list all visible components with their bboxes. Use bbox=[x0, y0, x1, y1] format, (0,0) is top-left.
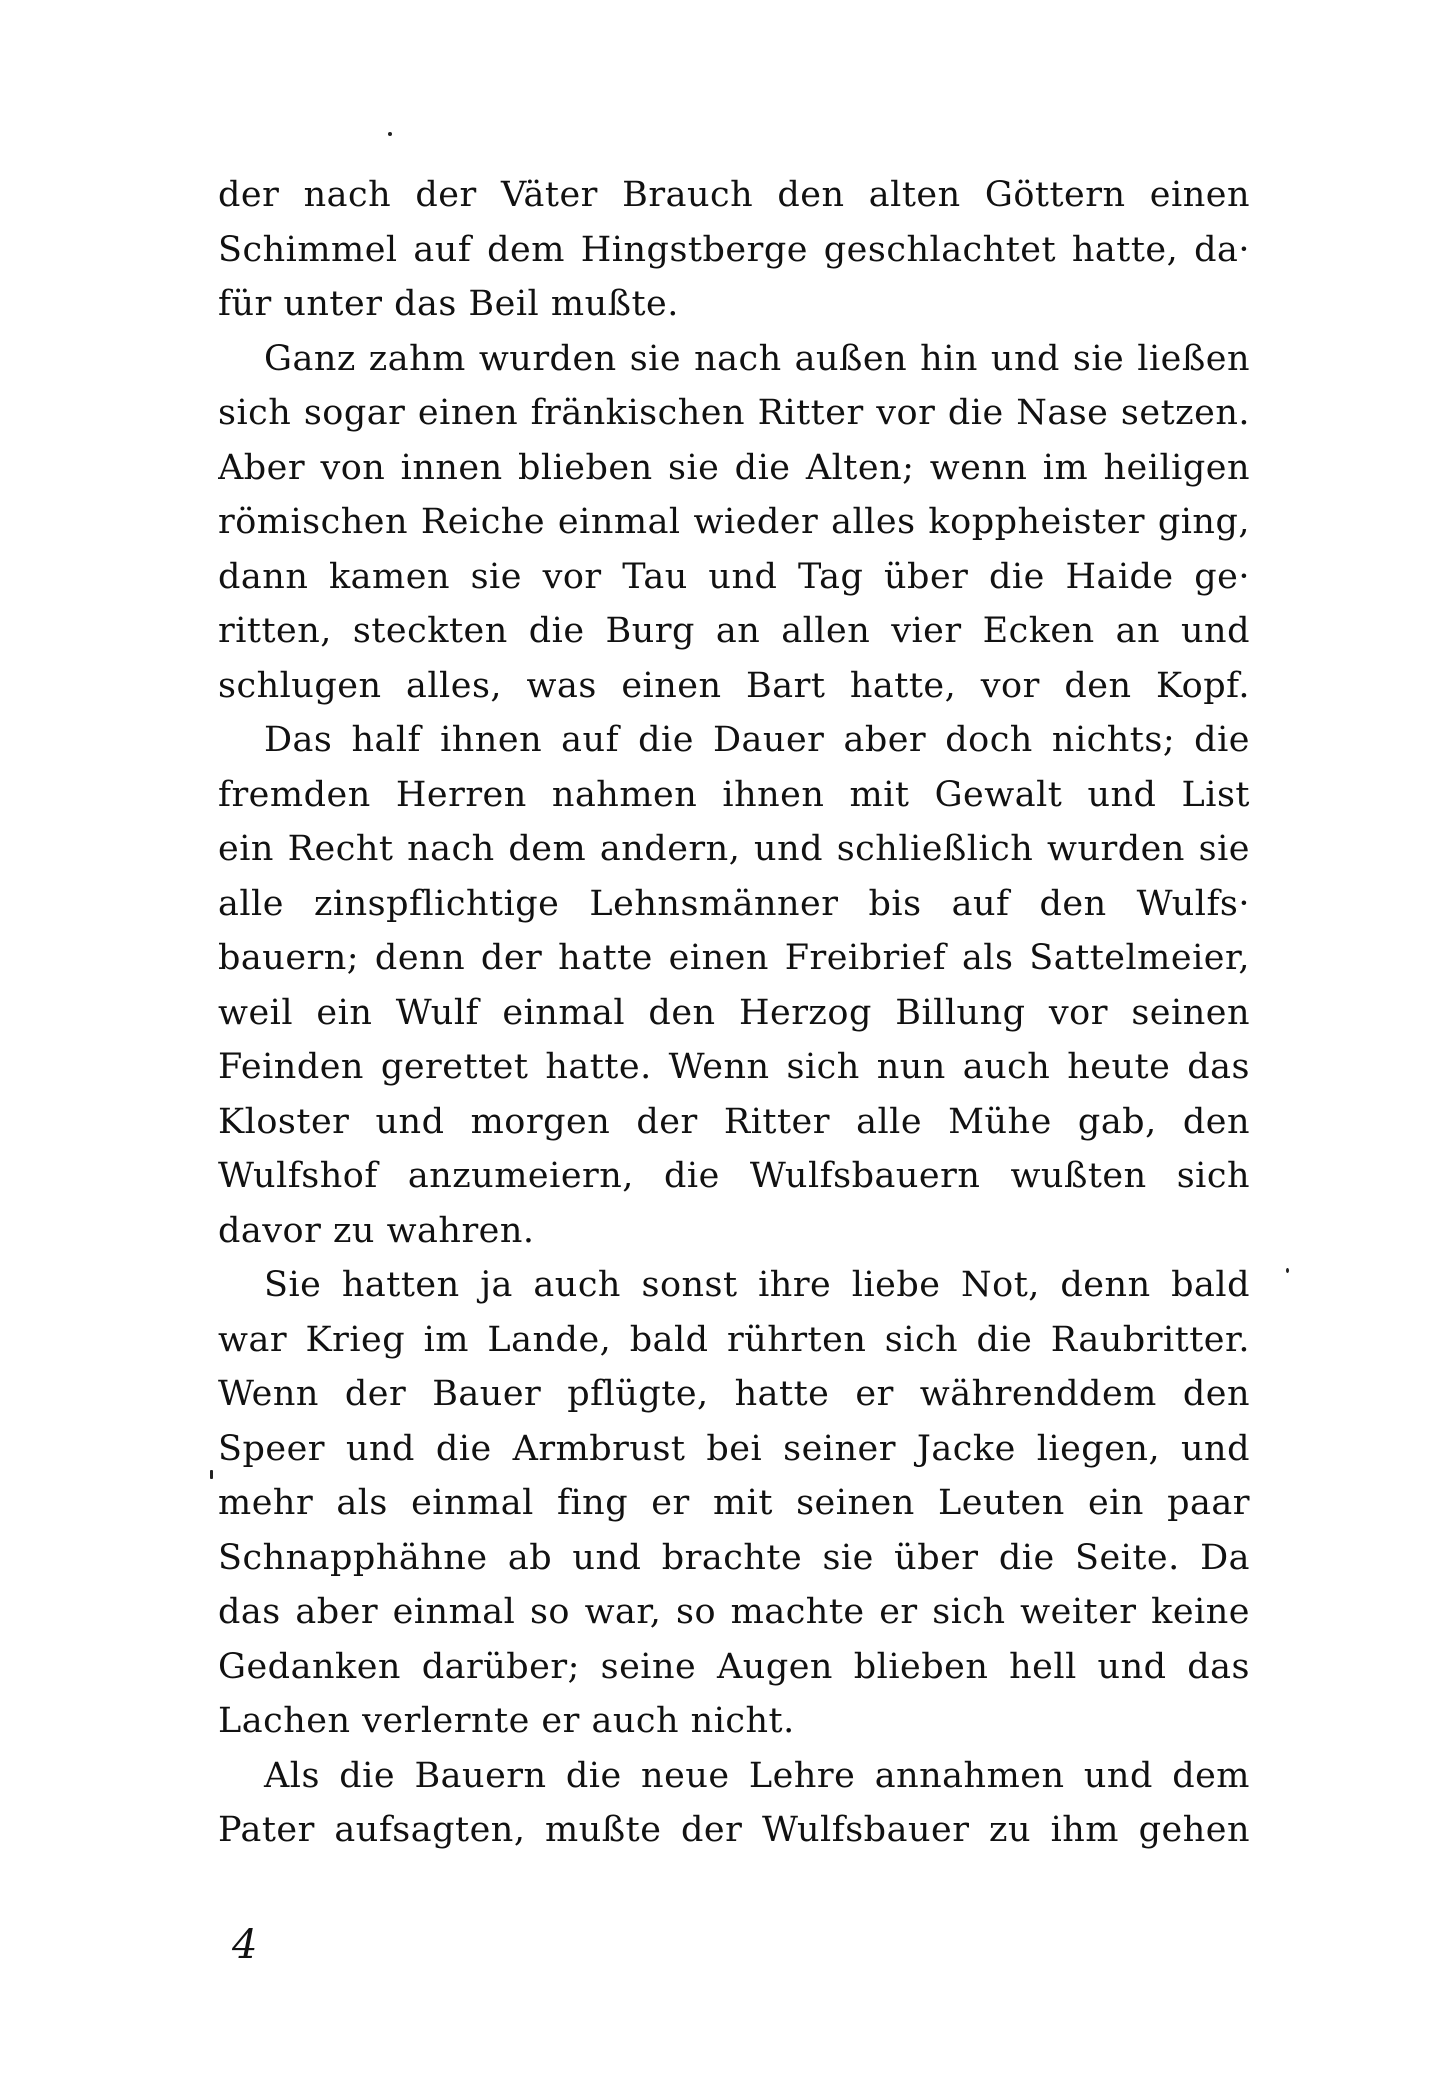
text-line: für unter das Beil mußte. bbox=[218, 284, 679, 324]
text-line: sich sogar einen fränkischen Ritter vor die Nase setzen. bbox=[218, 393, 1250, 433]
text-line: mehr als einmal fing er mit seinen Leuten ein paar bbox=[218, 1483, 1250, 1523]
text-line: Als die Bauern die neue Lehre annahmen und dem bbox=[264, 1755, 1250, 1796]
text-line: ein Recht nach dem andern, und schließlich wurden sie bbox=[218, 829, 1250, 869]
text-line: Wenn der Bauer pflügte, hatte er währenddem den bbox=[218, 1374, 1250, 1414]
text-line: Kloster und morgen der Ritter alle Mühe gab, den bbox=[218, 1101, 1250, 1142]
text-line: Lachen verlernte er auch nicht. bbox=[218, 1701, 795, 1741]
text-line: dann kamen sie vor Tau und Tag über die Haide ge· bbox=[218, 556, 1250, 597]
text-line: Speer und die Armbrust bei seiner Jacke liegen, und bbox=[218, 1428, 1250, 1469]
text-line: fremden Herren nahmen ihnen mit Gewalt und List bbox=[218, 774, 1250, 815]
page-number: 4 bbox=[232, 1922, 258, 1968]
text-line: Schimmel auf dem Hingstberge geschlachtet hatte, da· bbox=[218, 229, 1250, 270]
text-line: war Krieg im Lande, bald rührten sich die Raubritter. bbox=[218, 1319, 1250, 1360]
text-line: Gedanken darüber; seine Augen blieben hell und das bbox=[218, 1646, 1250, 1687]
print-speck bbox=[1286, 1268, 1289, 1273]
text-line: römischen Reiche einmal wieder alles koppheister ging, bbox=[218, 502, 1250, 542]
text-line: alle zinspflichtige Lehnsmänner bis auf den Wulfs· bbox=[218, 883, 1250, 924]
body-text bbox=[218, 168, 1250, 1858]
text-line: bauern; denn der hatte einen Freibrief als Sattelmeier, bbox=[218, 938, 1250, 978]
text-line: davor zu wahren. bbox=[218, 1210, 535, 1251]
text-line: ritten, steckten die Burg an allen vier Ecken an und bbox=[218, 611, 1250, 651]
text-line: Feinden gerettet hatte. Wenn sich nun auch heute das bbox=[218, 1047, 1250, 1087]
text-line: Das half ihnen auf die Dauer aber doch nichts; die bbox=[264, 720, 1250, 760]
text-line: schlugen alles, was einen Bart hatte, vor den Kopf. bbox=[218, 665, 1250, 706]
text-line: Schnapphähne ab und brachte sie über die Seite. Da bbox=[218, 1537, 1250, 1578]
print-speck bbox=[210, 1470, 213, 1479]
text-line: das aber einmal so war, so machte er sich weiter keine bbox=[218, 1592, 1250, 1632]
text-line: Wulfshof anzumeiern, die Wulfsbauern wußten sich bbox=[218, 1156, 1250, 1196]
text-line: Aber von innen blieben sie die Alten; wenn im heiligen bbox=[218, 447, 1250, 488]
text-line: Sie hatten ja auch sonst ihre liebe Not, denn bald bbox=[264, 1265, 1250, 1305]
print-speck bbox=[388, 132, 392, 136]
text-line: der nach der Väter Brauch den alten Göttern einen bbox=[218, 175, 1250, 215]
text-line: Pater aufsagten, mußte der Wulfsbauer zu ihm gehen bbox=[218, 1810, 1250, 1850]
text-line: Ganz zahm wurden sie nach außen hin und sie ließen bbox=[264, 338, 1250, 379]
text-line: weil ein Wulf einmal den Herzog Billung vor seinen bbox=[218, 992, 1250, 1033]
